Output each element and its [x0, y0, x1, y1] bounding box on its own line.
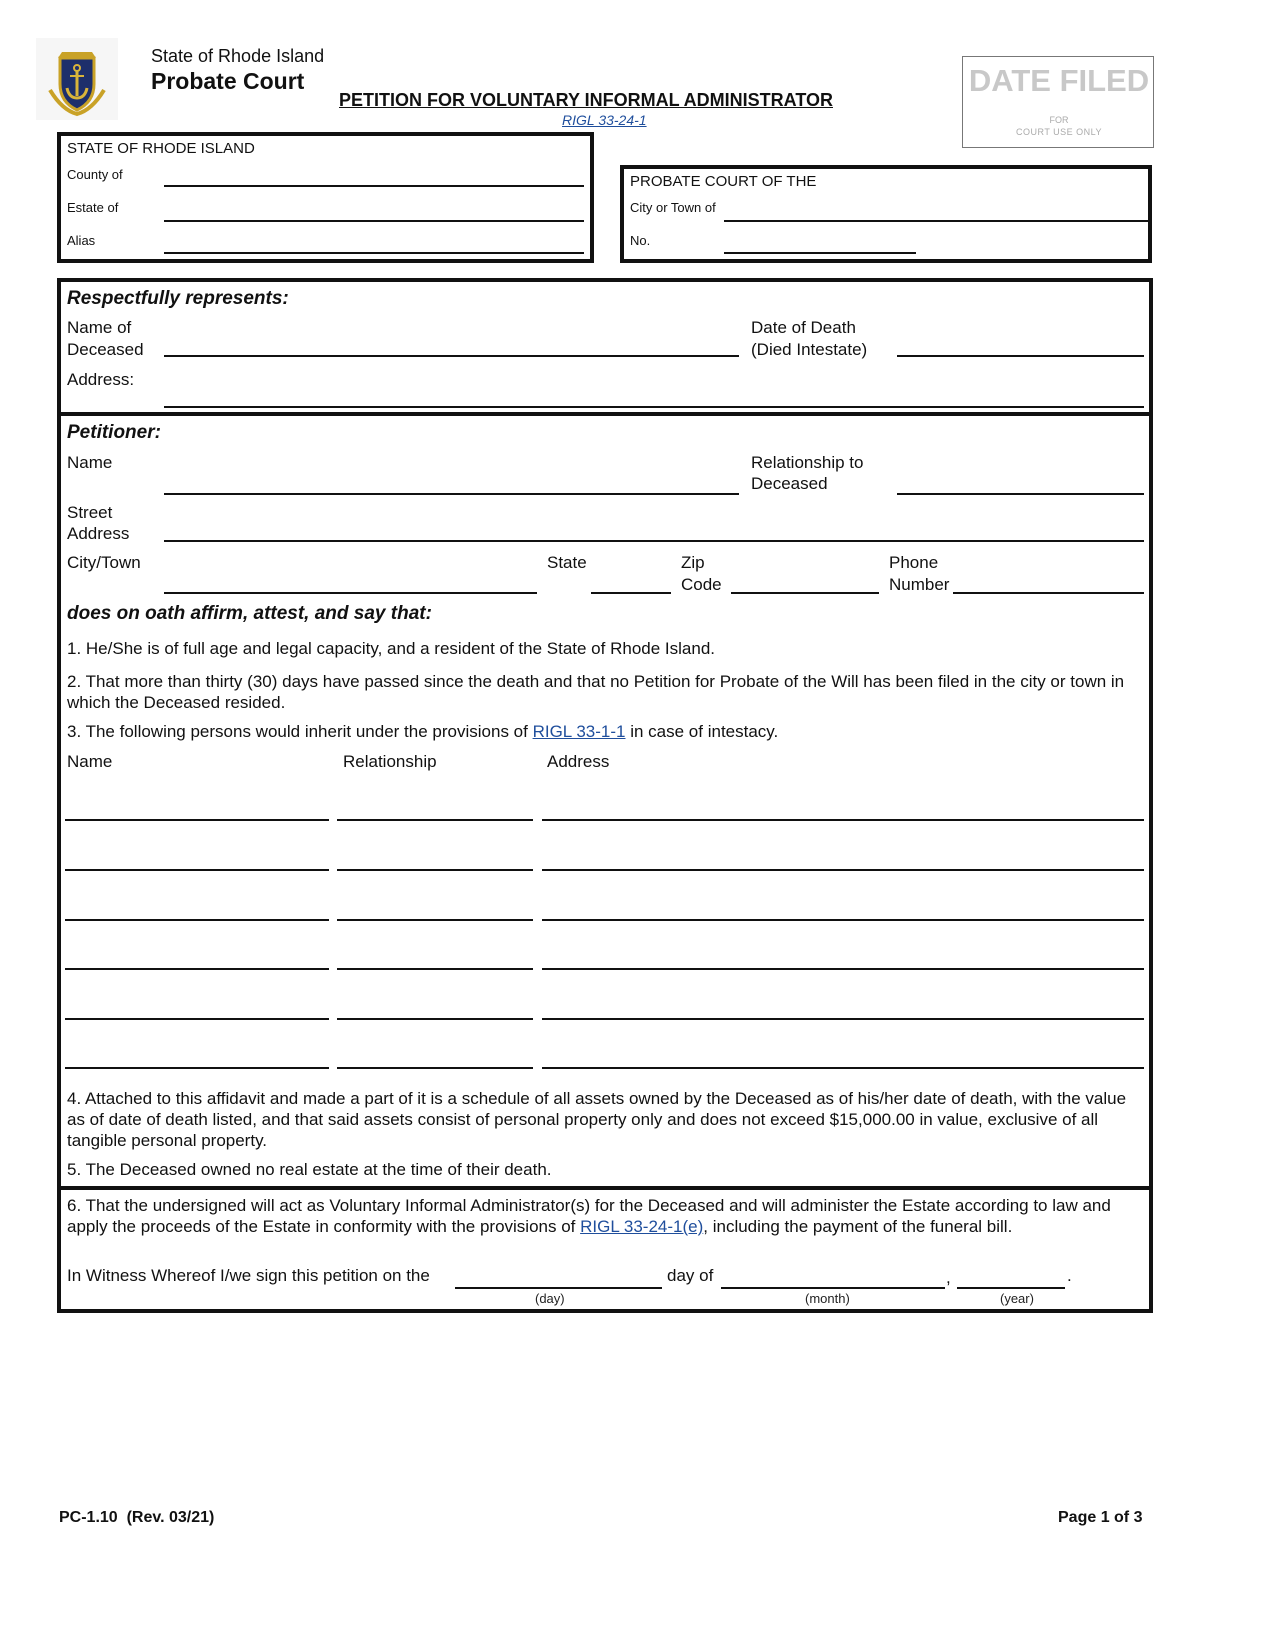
date-filed-use: COURT USE ONLY	[1015, 127, 1103, 137]
paragraph-5: 5. The Deceased owned no real estate at the time of their death.	[67, 1160, 552, 1179]
dod-field[interactable]	[897, 355, 1144, 357]
period-text: .	[1067, 1266, 1072, 1285]
case-no-field[interactable]	[724, 252, 916, 254]
heirs-col-address: Address	[547, 752, 610, 771]
relationship-label-1: Relationship to	[751, 453, 864, 472]
estate-field[interactable]	[164, 220, 584, 222]
city-label: City/Town	[67, 553, 141, 572]
court-box-heading: PROBATE COURT OF THE	[630, 173, 817, 190]
heir-2-name[interactable]	[65, 869, 329, 871]
city-town-label: City or Town of	[630, 200, 716, 215]
rigl-33-24-1e-link[interactable]: RIGL 33-24-1(e)	[580, 1217, 704, 1236]
county-field[interactable]	[164, 185, 584, 187]
relationship-field[interactable]	[897, 493, 1144, 495]
witness-year-field[interactable]	[957, 1287, 1065, 1289]
alias-label: Alias	[67, 233, 96, 248]
state-field[interactable]	[591, 592, 671, 594]
city-town-field[interactable]	[724, 220, 1148, 222]
phone-label-2: Number	[889, 575, 950, 594]
paragraph-3	[67, 722, 1137, 742]
phone-label-1: Phone	[889, 553, 939, 572]
petitioner-name-field[interactable]	[164, 493, 739, 495]
zip-label-1: Zip	[681, 553, 705, 572]
rigl-33-1-1-link[interactable]: RIGL 33-1-1	[532, 722, 626, 741]
month-caption: (month)	[805, 1291, 850, 1306]
year-caption: (year)	[1000, 1291, 1034, 1306]
date-filed-title: DATE FILED	[968, 63, 1150, 98]
zip-field[interactable]	[731, 592, 879, 594]
header-state: State of Rhode Island	[151, 46, 325, 66]
paragraph-3-post: in case of intestacy.	[625, 722, 779, 741]
heir-4-address[interactable]	[542, 968, 1144, 970]
dod-label-2: (Died Intestate)	[751, 340, 868, 359]
heir-2-address[interactable]	[542, 869, 1144, 871]
rhode-island-seal-icon	[36, 38, 118, 120]
statute-link[interactable]: RIGL 33-24-1	[562, 112, 647, 128]
heir-3-relationship[interactable]	[337, 919, 533, 921]
alias-field[interactable]	[164, 252, 584, 254]
paragraph-6	[67, 1195, 1142, 1237]
witness-day-field[interactable]	[455, 1287, 662, 1289]
street-label-2: Address	[67, 524, 130, 543]
heir-1-relationship[interactable]	[337, 819, 533, 821]
street-field[interactable]	[164, 540, 1144, 542]
paragraph-6-pre: 6. That the undersigned will act as Voluntary Informal Administrator(s) for the Deceased and will administer the Estate according to law and apply the proceeds of the Estate in conformity with the provisions of	[67, 1196, 1111, 1236]
heirs-col-relationship: Relationship	[343, 752, 437, 771]
deceased-address-field[interactable]	[164, 406, 1144, 408]
deceased-name-field[interactable]	[164, 355, 739, 357]
date-filed-box	[962, 56, 1154, 148]
comma-text: ,	[946, 1268, 951, 1287]
dod-label-1: Date of Death	[751, 318, 856, 337]
paragraph-4: 4. Attached to this affidavit and made a part of it is a schedule of all assets owned by the Deceased as of his/her date of death, with the value as of date of death listed, and that said assets consist of personal property only and does not exceed $15,000.00 in value, exclusive of all tangible personal property.	[67, 1089, 1127, 1150]
heir-3-address[interactable]	[542, 919, 1144, 921]
heir-2-relationship[interactable]	[337, 869, 533, 871]
street-label-1: Street	[67, 503, 113, 522]
paragraph-1: 1. He/She is of full age and legal capacity, and a resident of the State of Rhode Island.	[67, 639, 715, 658]
case-no-label: No.	[630, 233, 651, 248]
state-label: State	[547, 553, 587, 572]
divider-1	[57, 412, 1153, 416]
heir-3-name[interactable]	[65, 919, 329, 921]
phone-field[interactable]	[953, 592, 1144, 594]
page-title: PETITION FOR VOLUNTARY INFORMAL ADMINISTRATOR	[339, 90, 833, 110]
heir-6-relationship[interactable]	[337, 1067, 533, 1069]
petitioner-name-label: Name	[67, 453, 113, 472]
witness-text: In Witness Whereof I/we sign this petition on the	[67, 1266, 430, 1285]
estate-label: Estate of	[67, 200, 119, 215]
day-caption: (day)	[535, 1291, 565, 1306]
paragraph-3-pre: 3. The following persons would inherit under the provisions of	[67, 722, 533, 741]
heir-1-address[interactable]	[542, 819, 1144, 821]
deceased-name-label-2: Deceased	[67, 340, 144, 359]
page-number: Page 1 of 3	[1058, 1509, 1143, 1526]
represents-heading: Respectfully represents:	[67, 288, 289, 309]
form-id: PC-1.10 (Rev. 03/21)	[59, 1509, 215, 1526]
date-filed-for: FOR	[1049, 115, 1069, 125]
petitioner-heading: Petitioner:	[67, 422, 161, 443]
witness-month-field[interactable]	[721, 1287, 945, 1289]
heir-5-address[interactable]	[542, 1018, 1144, 1020]
estate-box-heading: STATE OF RHODE ISLAND	[67, 140, 255, 157]
paragraph-2: 2. That more than thirty (30) days have passed since the death and that no Petition for Probate of the Will has been filed in the city or town in which the Deceased resided.	[67, 672, 1125, 712]
divider-2	[57, 1186, 1153, 1190]
heir-1-name[interactable]	[65, 819, 329, 821]
relationship-label-2: Deceased	[751, 474, 828, 493]
seal-logo	[36, 38, 118, 120]
deceased-address-label: Address:	[67, 370, 135, 389]
heir-5-relationship[interactable]	[337, 1018, 533, 1020]
day-of-text: day of	[667, 1266, 714, 1285]
heirs-col-name: Name	[67, 752, 113, 771]
heir-4-name[interactable]	[65, 968, 329, 970]
main-petition-box	[57, 278, 1153, 1313]
heir-6-address[interactable]	[542, 1067, 1144, 1069]
deceased-name-label-1: Name of	[67, 318, 132, 337]
heir-5-name[interactable]	[65, 1018, 329, 1020]
zip-label-2: Code	[681, 575, 722, 594]
heir-6-name[interactable]	[65, 1067, 329, 1069]
heir-4-relationship[interactable]	[337, 968, 533, 970]
header-court: Probate Court	[151, 68, 305, 94]
paragraph-6-post: , including the payment of the funeral bill.	[703, 1217, 1013, 1236]
city-field[interactable]	[164, 592, 537, 594]
oath-heading: does on oath affirm, attest, and say that:	[67, 603, 432, 624]
county-label: County of	[67, 167, 123, 182]
